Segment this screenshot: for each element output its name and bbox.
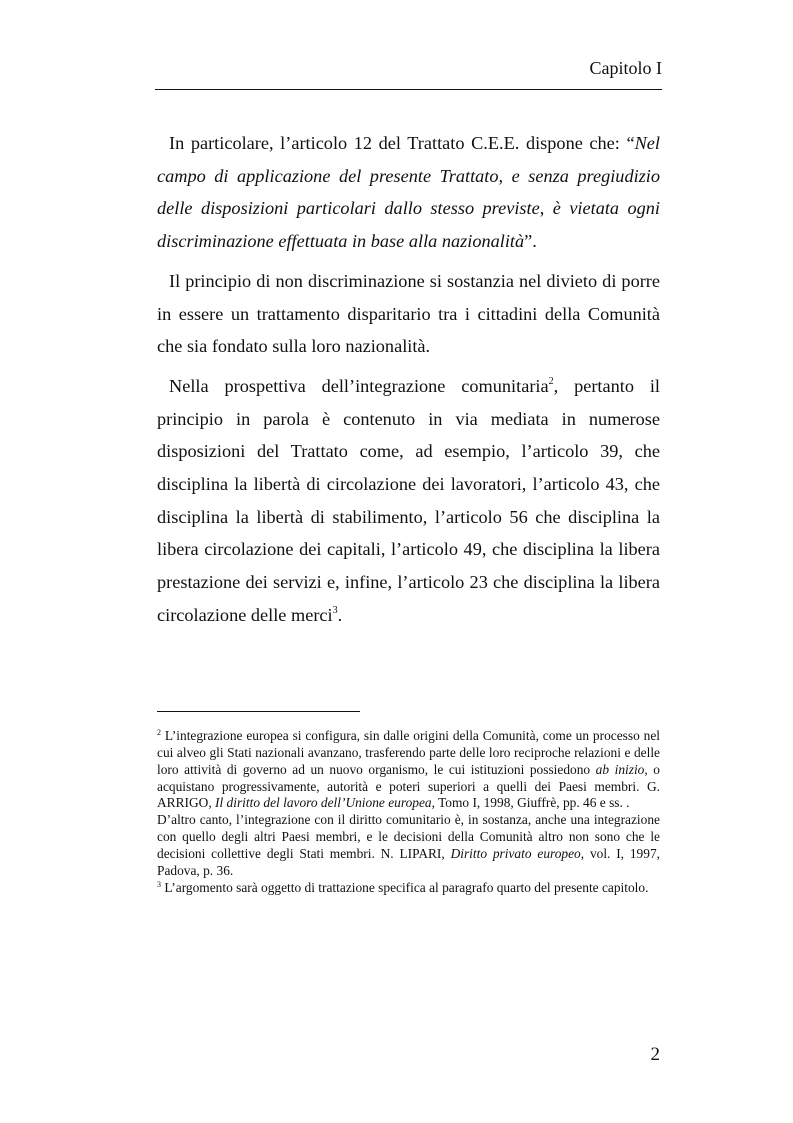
text-run: D’altro canto, l’integrazione con il diritto comunitario è, in sostanza, anche una integrazione con quello degli altri Paesi membri, e le decisioni della Comunità altro non sono che le decisioni collettive degli Stati membri. N. LIPARI, [157,812,660,861]
body-text [157,127,660,639]
italic-quote: è vietata ogni discriminazione effettuata in base alla nazionalità [157,198,660,252]
text-run: , Tomo I, 1998, Giuffrè, pp. 46 e ss. . [431,795,630,811]
paragraph-3 [157,370,660,632]
footnote-2-continuation [157,812,660,879]
footnotes [157,728,660,896]
footnote-ref[interactable]: 3 [332,604,338,616]
text-run: , pertanto il principio in parola è contenuto in via mediata in numerose disposizioni del Trattato come, ad esempio, l’articolo 39, che disciplina la libertà di circolazione dei lavoratori, l’articolo 43, che disciplina la libertà di stabilimento, l’articolo 56 che disciplina la libera circolazione dei capitali, l’articolo 49, che disciplina la libera prestazione dei servizi e, infine, l’articolo 23 che disciplina la libera circolazione delle merci [157,375,661,625]
text-run: ”. [524,231,537,252]
italic-title: Il diritto del lavoro dell’Unione europea [215,795,432,811]
footnote-number: 2 [157,728,161,737]
footnote-separator [157,711,360,712]
paragraph-2: Il principio di non discriminazione si sostanzia nel divieto di porre in essere un trattamento disparitario tra i cittadini della Comunità che sia fondato sulla loro nazionalità. [157,270,660,357]
footnote-3 [157,880,660,897]
text-run: , vol. I, 1997, Padova, p. 36. [157,845,660,878]
footnote-number: 3 [157,879,161,889]
text-run: Nella prospettiva dell’integrazione comunitaria [169,375,549,396]
text-run: , o acquistano progressivamente, autorità e poteri superiori a quelli dei Paesi membri. G. ARRIGO, [157,761,660,811]
chapter-title: Capitolo I [589,58,662,78]
italic-quote: Nel campo di applicazione del presente Trattato, e senza pregiudizio delle disposizioni particolari dallo stesso previste [157,133,660,219]
italic-title: Diritto privato europeo [450,845,581,861]
text-run: L’argomento sarà oggetto di trattazione specifica al paragrafo quarto del presente capitolo. [161,879,649,895]
footnote-ref[interactable]: 2 [548,375,554,387]
paragraph-1 [157,127,660,258]
footnote-2 [157,728,660,812]
italic-text: ab inizio [595,761,645,777]
text-run: . [337,604,343,625]
running-header [157,58,662,79]
text-run: L’integrazione europea si configura, sin dalle origini della Comunità, come un processo nel cui alveo gli Stati nazionali avanzano, trasferendo parte delle loro reciproche relazioni e delle loro attività di governo ad un nuovo organismo, le cui istituzioni possiedono [157,728,660,777]
page-number: 2 [650,1044,660,1065]
text-run: , [539,198,553,219]
header-rule [155,89,662,90]
text-run: In particolare, l’articolo 12 del Trattato C.E.E. dispone che: “ [169,133,635,153]
